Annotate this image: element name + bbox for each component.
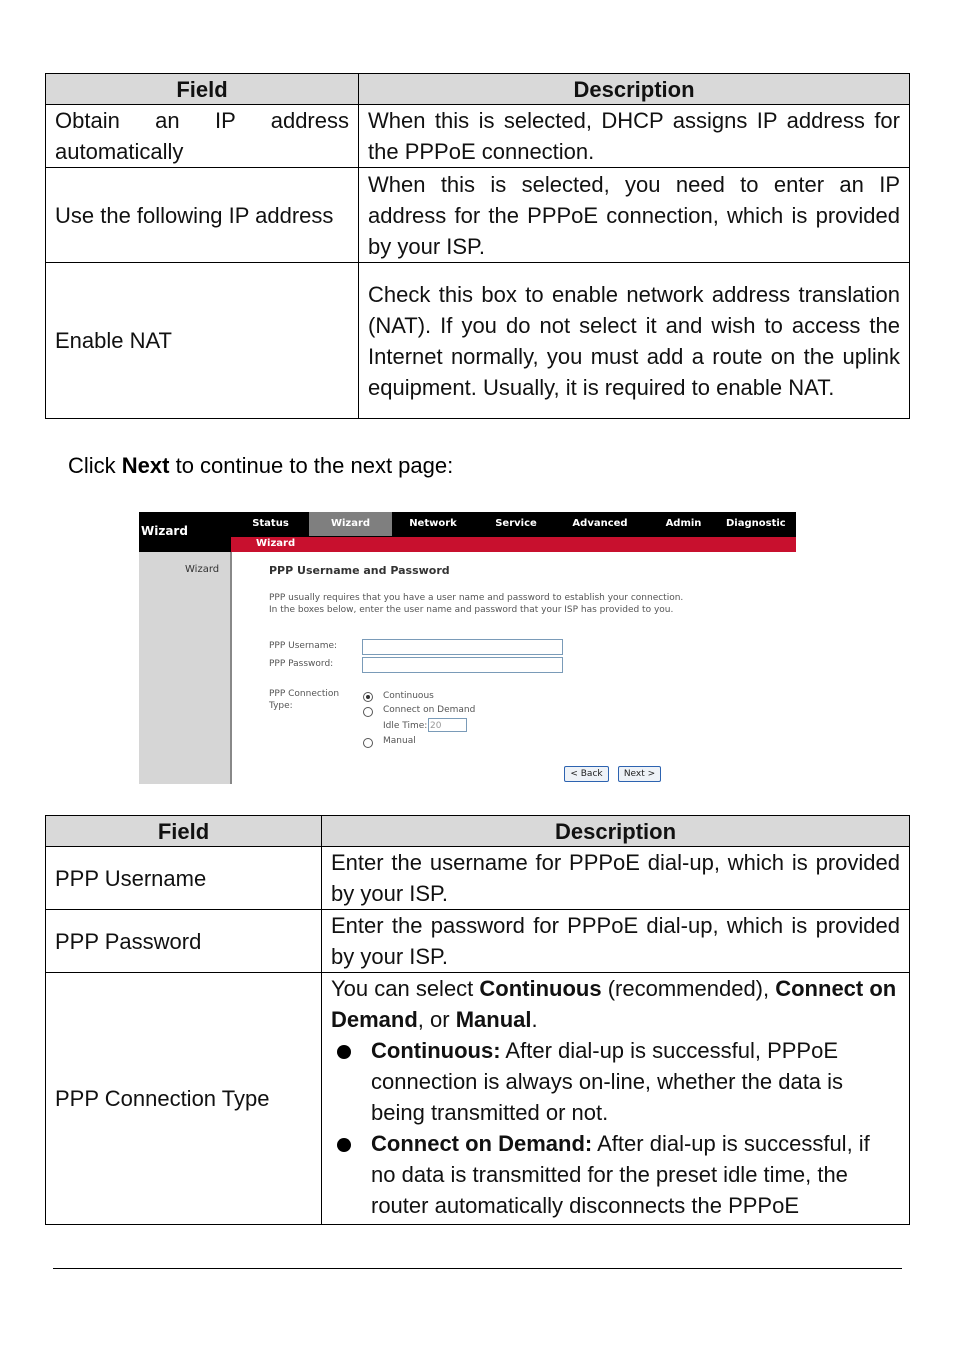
sidebar-item-wizard[interactable]: Wizard bbox=[185, 564, 220, 575]
connect-on-demand-radio[interactable] bbox=[363, 707, 373, 717]
manual-radio[interactable] bbox=[363, 738, 373, 748]
router-wizard-screenshot bbox=[139, 512, 796, 784]
idle-time-input[interactable]: 20 bbox=[428, 718, 467, 732]
tab-advanced[interactable]: Advanced bbox=[572, 518, 628, 529]
column-header-description: Description bbox=[359, 74, 910, 105]
list-item: Connect on Demand: After dial-up is successful, if no data is transmitted for the preset idle time, the router automatically disconnects the PPPoE bbox=[331, 1128, 900, 1221]
info-text-line-1: PPP usually requires that you have a user name and password to establish your connection. bbox=[269, 593, 684, 603]
connection-type-label: PPP Connection bbox=[269, 689, 340, 699]
connection-type-bullets bbox=[331, 1035, 900, 1221]
connection-type-intro: You can select Continuous (recommended), Connect on Demand, or Manual. bbox=[331, 976, 897, 1032]
footer-divider bbox=[53, 1268, 902, 1269]
field-description-table-1 bbox=[45, 73, 910, 419]
table-row bbox=[46, 973, 910, 1225]
connect-on-demand-label: Connect on Demand bbox=[383, 705, 476, 715]
field-cell: Use the following IP address bbox=[46, 168, 359, 263]
tab-status[interactable]: Status bbox=[252, 518, 289, 529]
password-input[interactable] bbox=[362, 657, 563, 673]
username-label: PPP Username: bbox=[269, 641, 338, 651]
description-cell: Enter the username for PPPoE dial-up, which is provided by your ISP. bbox=[322, 847, 910, 910]
tab-admin[interactable]: Admin bbox=[665, 518, 702, 529]
continuous-radio[interactable] bbox=[363, 692, 373, 702]
column-header-description: Description bbox=[322, 816, 910, 847]
tab-service[interactable]: Service bbox=[495, 518, 537, 529]
table-row bbox=[46, 105, 910, 168]
table-header-row bbox=[46, 74, 910, 105]
tab-network[interactable]: Network bbox=[409, 518, 457, 529]
description-cell: When this is selected, DHCP assigns IP address for the PPPoE connection. bbox=[359, 105, 910, 168]
connection-type-label-2: Type: bbox=[269, 701, 293, 711]
manual-label: Manual bbox=[383, 736, 416, 746]
idle-time-label: Idle Time: bbox=[383, 721, 428, 731]
description-cell bbox=[322, 973, 910, 1225]
next-keyword: Next bbox=[121, 453, 170, 478]
tab-wizard[interactable]: Wizard bbox=[309, 512, 392, 536]
table-row bbox=[46, 263, 910, 419]
description-cell: When this is selected, you need to enter an IP address for the PPPoE connection, which is provided by your ISP. bbox=[359, 168, 910, 263]
field-cell: Obtain an IP address automatically bbox=[46, 105, 359, 168]
continuous-label: Continuous bbox=[383, 691, 434, 701]
info-text-line-2: In the boxes below, enter the user name and password that your ISP has provided to you. bbox=[269, 605, 674, 615]
instruction-text: Click Next to continue to the next page: bbox=[68, 453, 454, 478]
field-description-table-2 bbox=[45, 815, 910, 1225]
next-button[interactable]: Next > bbox=[618, 766, 661, 782]
subtab-wizard[interactable]: Wizard bbox=[256, 538, 296, 549]
field-cell: PPP Password bbox=[46, 910, 322, 973]
username-input[interactable] bbox=[362, 639, 563, 655]
main-content bbox=[232, 552, 796, 784]
list-item: Continuous: After dial-up is successful, PPPoE connection is always on-line, whether the data is being transmitted or not. bbox=[331, 1035, 900, 1128]
table-header-row bbox=[46, 816, 910, 847]
field-cell: PPP Username bbox=[46, 847, 322, 910]
page-title: PPP Username and Password bbox=[269, 564, 450, 577]
column-header-field: Field bbox=[46, 74, 359, 105]
subnav-bar bbox=[231, 537, 796, 552]
description-cell: Enter the password for PPPoE dial-up, which is provided by your ISP. bbox=[322, 910, 910, 973]
tab-diagnostic[interactable]: Diagnostic bbox=[726, 518, 786, 529]
password-label: PPP Password: bbox=[269, 659, 334, 669]
column-header-field: Field bbox=[46, 816, 322, 847]
sidebar bbox=[139, 552, 232, 784]
table-row bbox=[46, 168, 910, 263]
field-cell: PPP Connection Type bbox=[46, 973, 322, 1225]
table-row bbox=[46, 910, 910, 973]
brand-title: Wizard bbox=[141, 524, 188, 538]
description-cell: Check this box to enable network address translation (NAT). If you do not select it and wish to access the Internet normally, you must add a route on the uplink equipment. Usually, it is required to enable NAT. bbox=[359, 263, 910, 419]
table-row bbox=[46, 847, 910, 910]
field-cell: Enable NAT bbox=[46, 263, 359, 419]
back-button[interactable]: < Back bbox=[564, 766, 609, 782]
